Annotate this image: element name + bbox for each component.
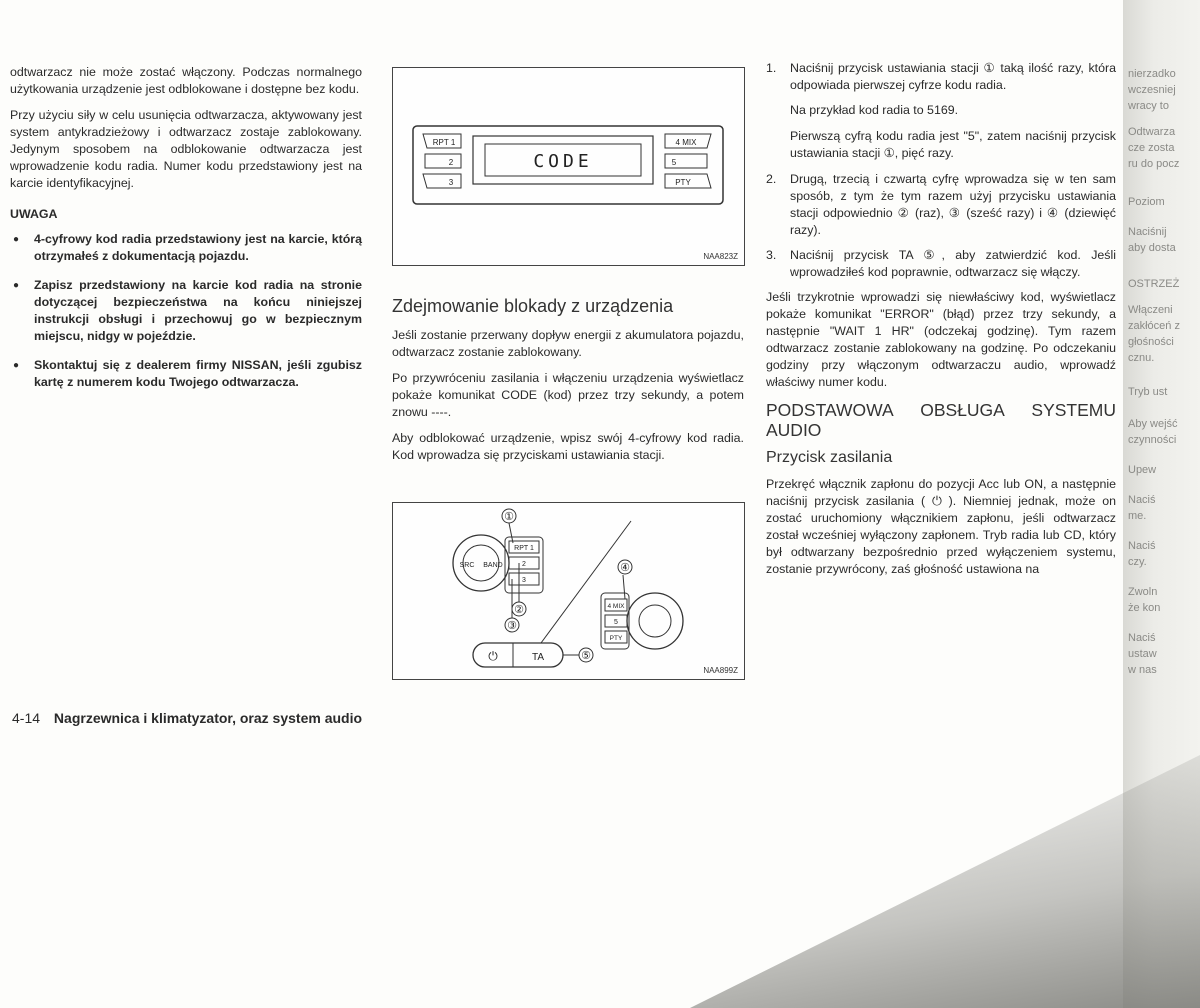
callout-label: ⑤ [581,650,591,662]
step-item [766,247,1116,281]
column-left [10,64,362,403]
next-page-fragment: Naciś [1128,632,1156,644]
next-page-fragment: zakłóceń z [1128,320,1180,332]
next-page-fragment: czynności [1128,434,1177,446]
btn-label: RPT 1 [432,138,456,147]
steps-list [766,60,1116,94]
btn-label: RPT 1 [514,545,534,552]
next-page-fragment: czy. [1128,556,1147,568]
radio-illustration [393,68,744,265]
btn-label: 4 MIX [607,603,625,610]
callout-label: ③ [507,620,517,632]
next-page-fragment: że kon [1128,602,1161,614]
step-text: Drugą, trzecią i czwartą cyfrę wprowadza się w ten sam sposób, z tym że tym razem użyj przycisku ustawiania stacji odpowiednio ② (raz), ③ (sześć razy) i ④ (dziewięć razy). [790,172,1116,237]
note-list [10,231,362,391]
note-item: ● Skontaktuj się z dealerem firmy NISSAN, jeśli zgubisz kartę z numerem kodu Twojego odtwarzacza. [10,357,362,391]
next-page-fragment: Zwoln [1128,586,1158,598]
paragraph: Jeśli zostanie przerwany dopływ energii z akumulatora pojazdu, odtwarzacz zostanie zablokowany. [392,328,744,359]
figure-radio-buttons [392,502,745,680]
next-page-fragment: nierzadko [1128,68,1176,80]
btn-label: SRC [459,562,475,569]
next-page-fragment: ustaw [1128,648,1157,660]
btn-label: PTY [609,635,623,642]
step-item [766,60,1116,94]
callout-label: ② [514,604,524,616]
paragraph: Przekręć włącznik zapłonu do pozycji Acc lub ON, a następnie naciśnij przycisk zasilania ( ⏻ ). Niemniej jednak, może on zostać uruchomiony włącznikiem zapłonu, jeśli odtwarzacz został wcześniej wyłączony zapłonem. Tryb radia lub CD, który był odtwarzany bezpośrednio przed wyłączeniem systemu, zostanie przywrócony, zaś głośność ustawiona na [766,477,1116,576]
figure-code: NAA823Z [703,252,738,261]
step-item [766,171,1116,239]
page-footer [12,710,362,726]
next-page-fragment: Poziom [1128,196,1165,208]
step-number: 3. [766,248,777,262]
next-page-fragment: Upew [1128,464,1157,476]
paragraph: Po przywróceniu zasilania i włączeniu urządzenia wyświetlacz pokaże komunikat CODE (kod) przez trzy sekundy, a potem znowu ----. [392,371,744,419]
power-icon: ⏻ [488,649,498,663]
ta-label: TA [531,652,545,663]
btn-label: 5 [614,619,618,626]
btn-label: 5 [671,158,677,167]
step-number: 1. [766,61,777,75]
step-number: 2. [766,172,777,186]
next-page-fragment: Włączeni [1128,304,1173,316]
callout-label: ④ [620,562,630,574]
page-number: 4-14 [12,710,41,726]
callout-label: ① [504,511,514,523]
next-page-fragment: OSTRZEŻ [1128,278,1180,290]
step-text: Naciśnij przycisk ustawiania stacji ① taką ilość razy, która odpowiada pierwszej cyfrze kodu radia. [790,61,1116,92]
next-page-fragment: w nas [1128,664,1157,676]
btn-label: 2 [448,158,454,167]
next-page-fragment: Naciśnij [1128,226,1167,238]
paragraph: Przy użyciu siły w celu usunięcia odtwarzacza, aktywowany jest system antykradzieżowy i odtwarzacz zostaje zablokowany. Jedynym sposobem na odblokowanie odtwarzacza jest wprowadzenie kodu radia. Numer kodu przedstawiony jest na karcie identyfikacyjnej. [10,108,362,190]
next-page-fragment: Odtwarza [1128,126,1176,138]
btn-label: 3 [448,178,454,187]
next-page-fragment: aby dosta [1128,242,1176,254]
next-page-fragment: Aby wejść [1128,418,1178,430]
paragraph: Jeśli trzykrotnie wprowadzi się niewłaściwy kod, wyświetlacz pokaże komunikat "ERROR" (błąd) przez trzy sekundy, a następnie "WAIT 1 HR" (odczekaj godzinę). Tym razem odtwarzacz zostanie zablokowany na godzinę. Po odczekaniu godziny przy włączonym odtwarzaczu audio, wprowadź właściwy numer kodu. [766,290,1116,389]
figure-code: NAA899Z [703,666,738,675]
next-page-fragment: ru do pocz [1128,158,1180,170]
note-item: ● 4-cyfrowy kod radia przedstawiony jest na karcie, którą otrzymałeś z dokumentacją pojazdu. [10,231,362,265]
next-page-fragment: Naciś [1128,494,1156,506]
next-page-fragment: Naciś [1128,540,1156,552]
figure-radio-code-display [392,67,745,266]
btn-label: 2 [522,561,526,568]
btn-label: PTY [675,178,691,187]
paragraph: Pierwszą cyfrą kodu radia jest "5", zatem naciśnij przycisk ustawiania stacji ①, pięć razy. [790,129,1116,160]
column-right [766,60,1116,587]
display-text: CODE [533,151,593,172]
chapter-title: Nagrzewnica i klimatyzator, oraz system audio [53,710,363,726]
paragraph: Na przykład kod radia to 5169. [790,103,959,117]
step-text: Naciśnij przycisk TA ⑤, aby zatwierdzić kod. Jeśli wprowadziłeś kod poprawnie, odtwarzacz się włączy. [790,248,1116,279]
next-page-fragment: cze zosta [1128,142,1175,154]
section-heading: Zdejmowanie blokady z urządzenia [392,296,674,316]
page-curl-shadow [690,755,1200,1008]
next-page-fragment: głośności [1128,336,1174,348]
next-page-fragment: Tryb ust [1128,386,1168,398]
paragraph: odtwarzacz nie może zostać włączony. Podczas normalnego użytkowania urządzenie jest odblokowane i dostępne bez kodu. [10,65,362,96]
note-heading: UWAGA [10,207,58,221]
section-heading: PODSTAWOWA OBSŁUGA SYSTEMU AUDIO [766,400,1116,440]
subsection-heading: Przycisk zasilania [766,449,893,466]
buttons-illustration [393,503,744,679]
steps-list [766,171,1116,281]
paragraph: Aby odblokować urządzenie, wpisz swój 4-cyfrowy kod radia. Kod wprowadza się przyciskami ustawiania stacji. [392,431,744,462]
btn-label: BAND [483,562,503,569]
btn-label: 3 [522,577,526,584]
column-middle [392,295,744,473]
next-page-fragment: me. [1128,510,1147,522]
btn-label: 4 MIX [675,138,697,147]
note-item: ● Zapisz przedstawiony na karcie kod radia na stronie dotyczącej bezpieczeństwa na końcu niniejszej instrukcji obsługi i przechowuj go w bezpiecznym miejscu, nidgy w pojeździe. [10,277,362,345]
next-page-fragment: wracy to [1128,100,1169,112]
next-page-fragment: cznu. [1128,352,1155,364]
next-page-fragment: wczesniej [1128,84,1176,96]
